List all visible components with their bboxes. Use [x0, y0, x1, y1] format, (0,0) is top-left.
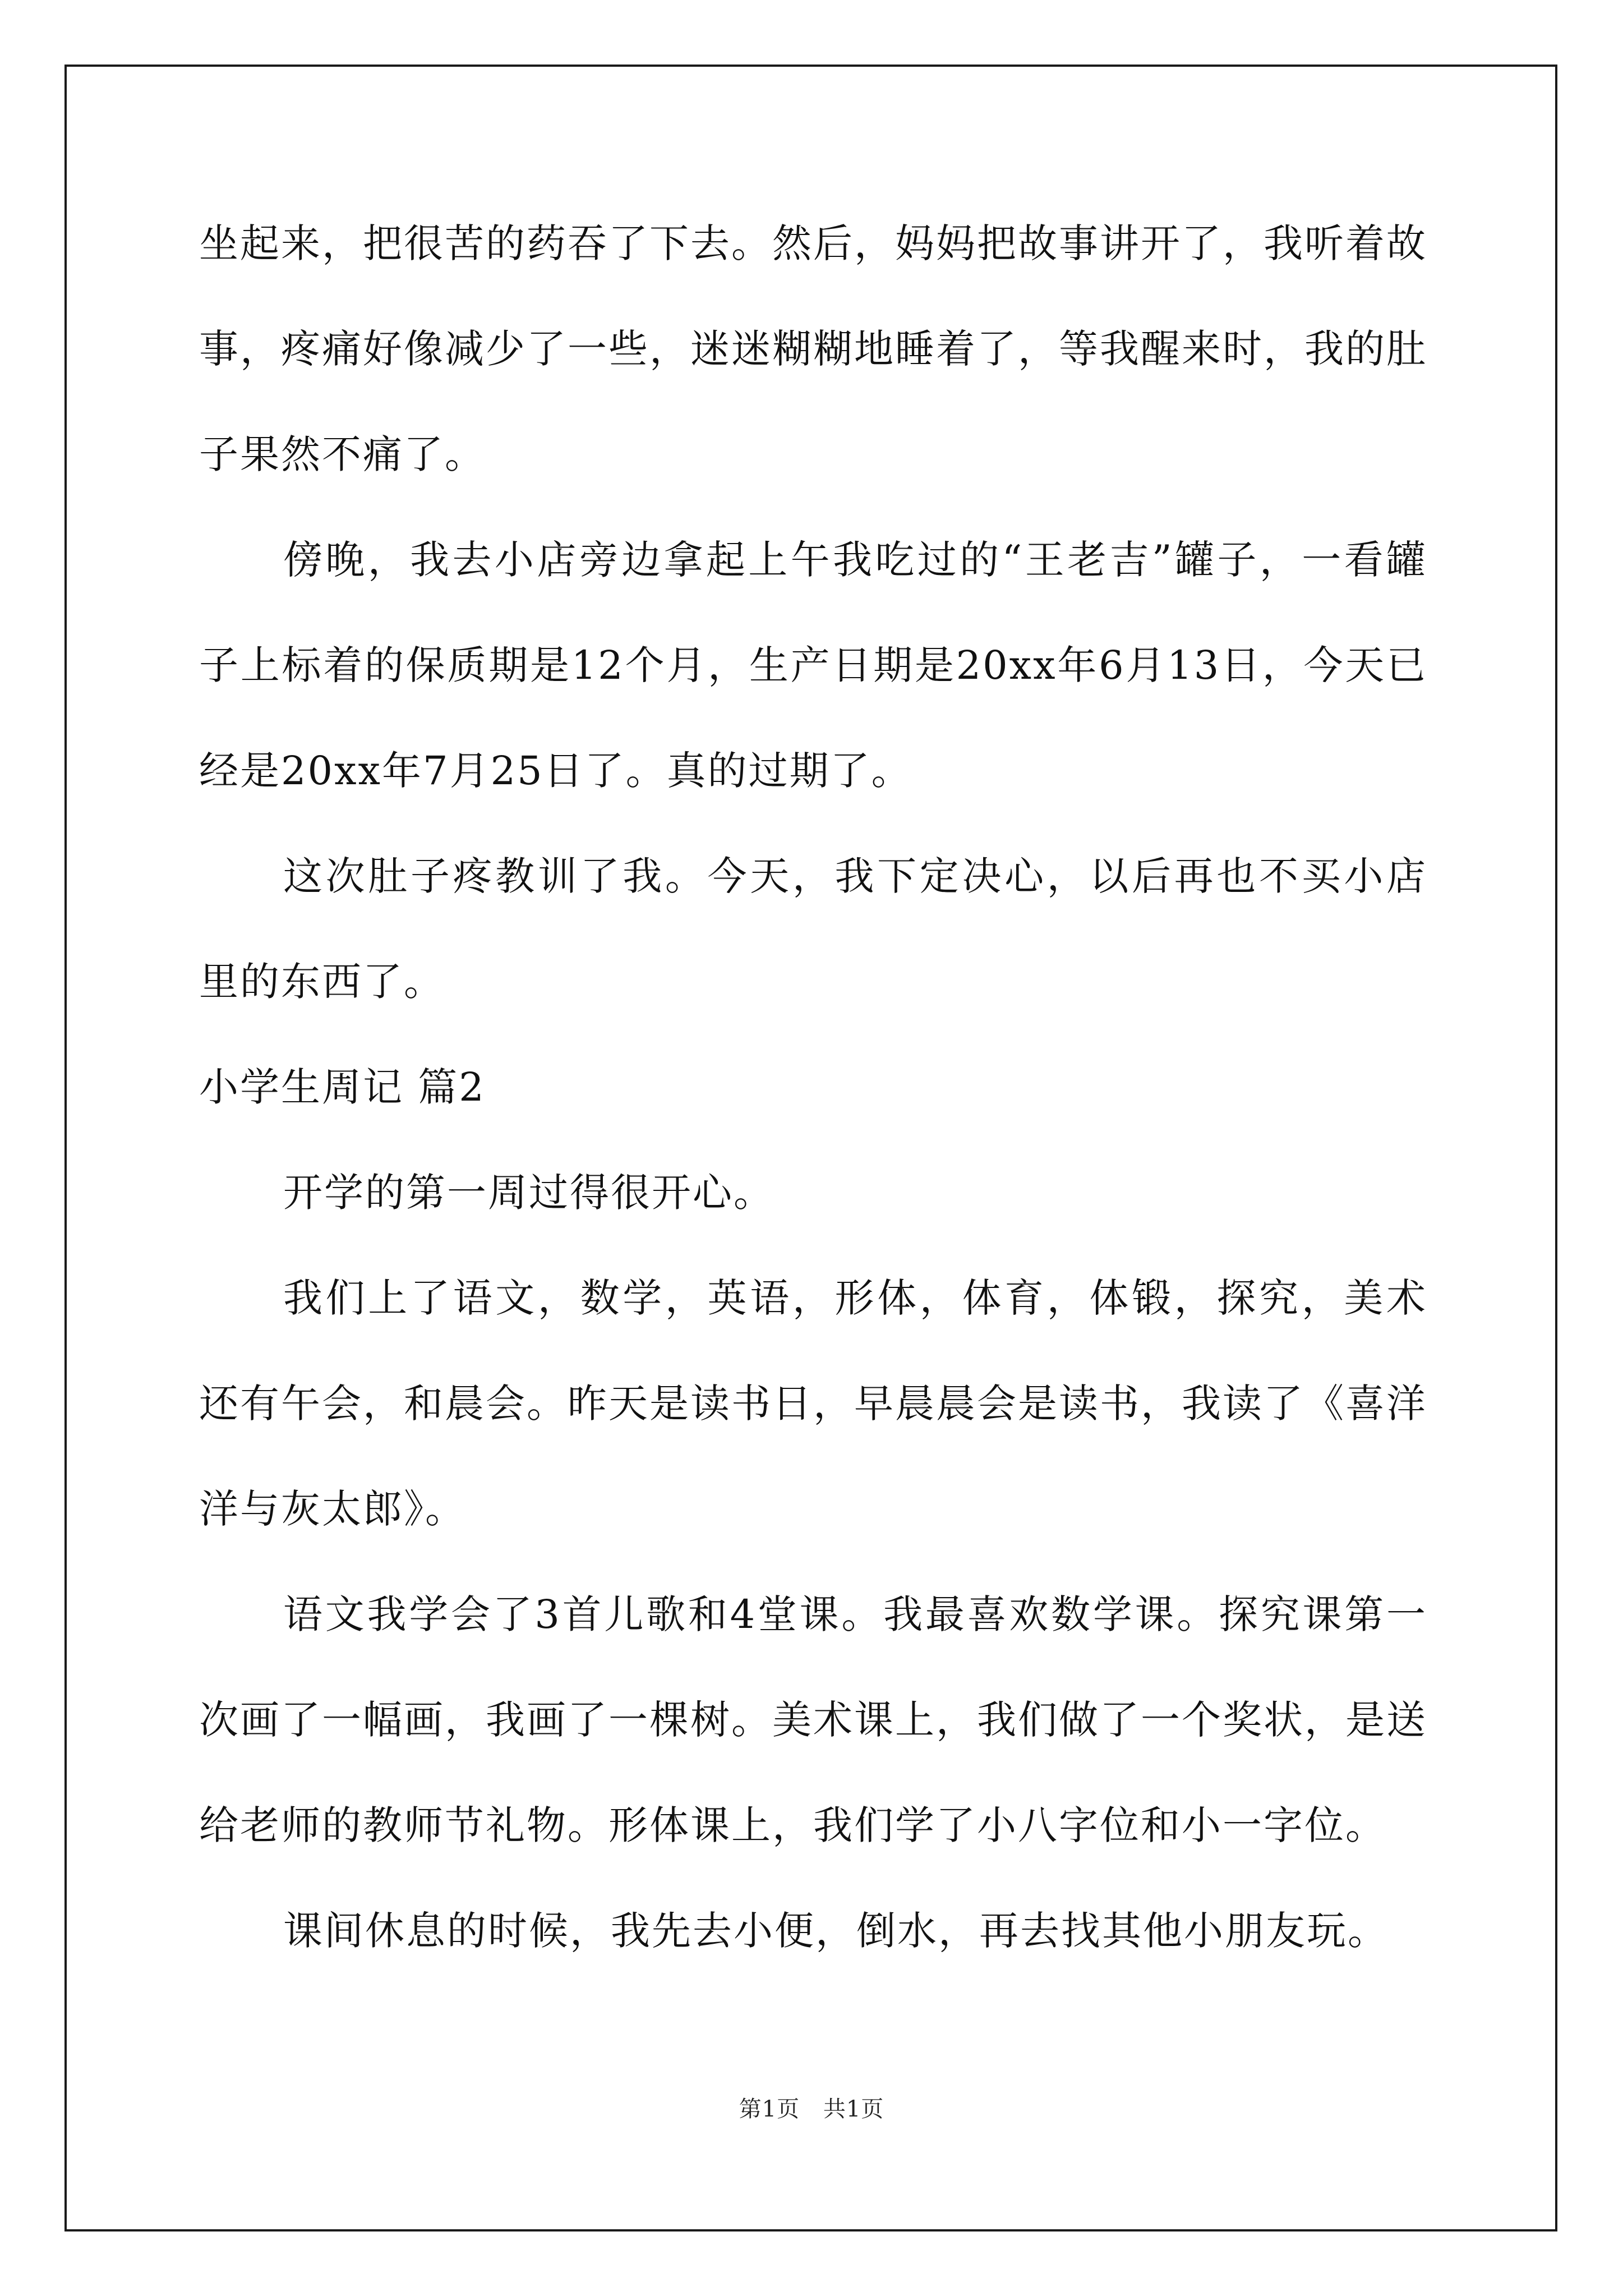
- document-body: [199, 191, 1427, 1984]
- paragraph-evening: 傍晚，我去小店旁边拿起上午我吃过的“王老吉”罐子，一看罐子上标着的保质期是12个月，生产日期是20xx年6月13日，今天已经是20xx年7月25日了。真的过期了。: [199, 537, 1427, 794]
- paragraph-learning: 语文我学会了3首儿歌和4堂课。我最喜欢数学课。探究课第一次画了一幅画，我画了一棵树。美术课上，我们做了一个奖状，是送给老师的教师节礼物。形体课上，我们学了小八字位和小一字位。: [199, 1591, 1427, 1848]
- section-heading: 小学生周记 篇2: [199, 1064, 486, 1110]
- paragraph-subjects: 我们上了语文，数学，英语，形体，体育，体锻，探究，美术还有午会，和晨会。昨天是读书日，早晨晨会是读书，我读了《喜洋洋与灰太郎》。: [199, 1275, 1427, 1532]
- paragraph-break-time: 课间休息的时候，我先去小便，倒水，再去找其他小朋友玩。: [283, 1908, 1389, 1954]
- page-footer: [0, 2092, 1623, 2126]
- paragraph-lesson: 这次肚子疼教训了我。今天，我下定决心，以后再也不买小店里的东西了。: [199, 853, 1427, 1005]
- total-page-count: 共1页: [823, 2096, 884, 2122]
- paragraph-first-week: 开学的第一周过得很开心。: [283, 1170, 774, 1216]
- current-page-number: 第1页: [739, 2096, 800, 2122]
- paragraph-continuation: 坐起来，把很苦的药吞了下去。然后，妈妈把故事讲开了，我听着故事，疼痛好像减少了一些，迷迷糊糊地睡着了，等我醒来时，我的肚子果然不痛了。: [199, 220, 1427, 477]
